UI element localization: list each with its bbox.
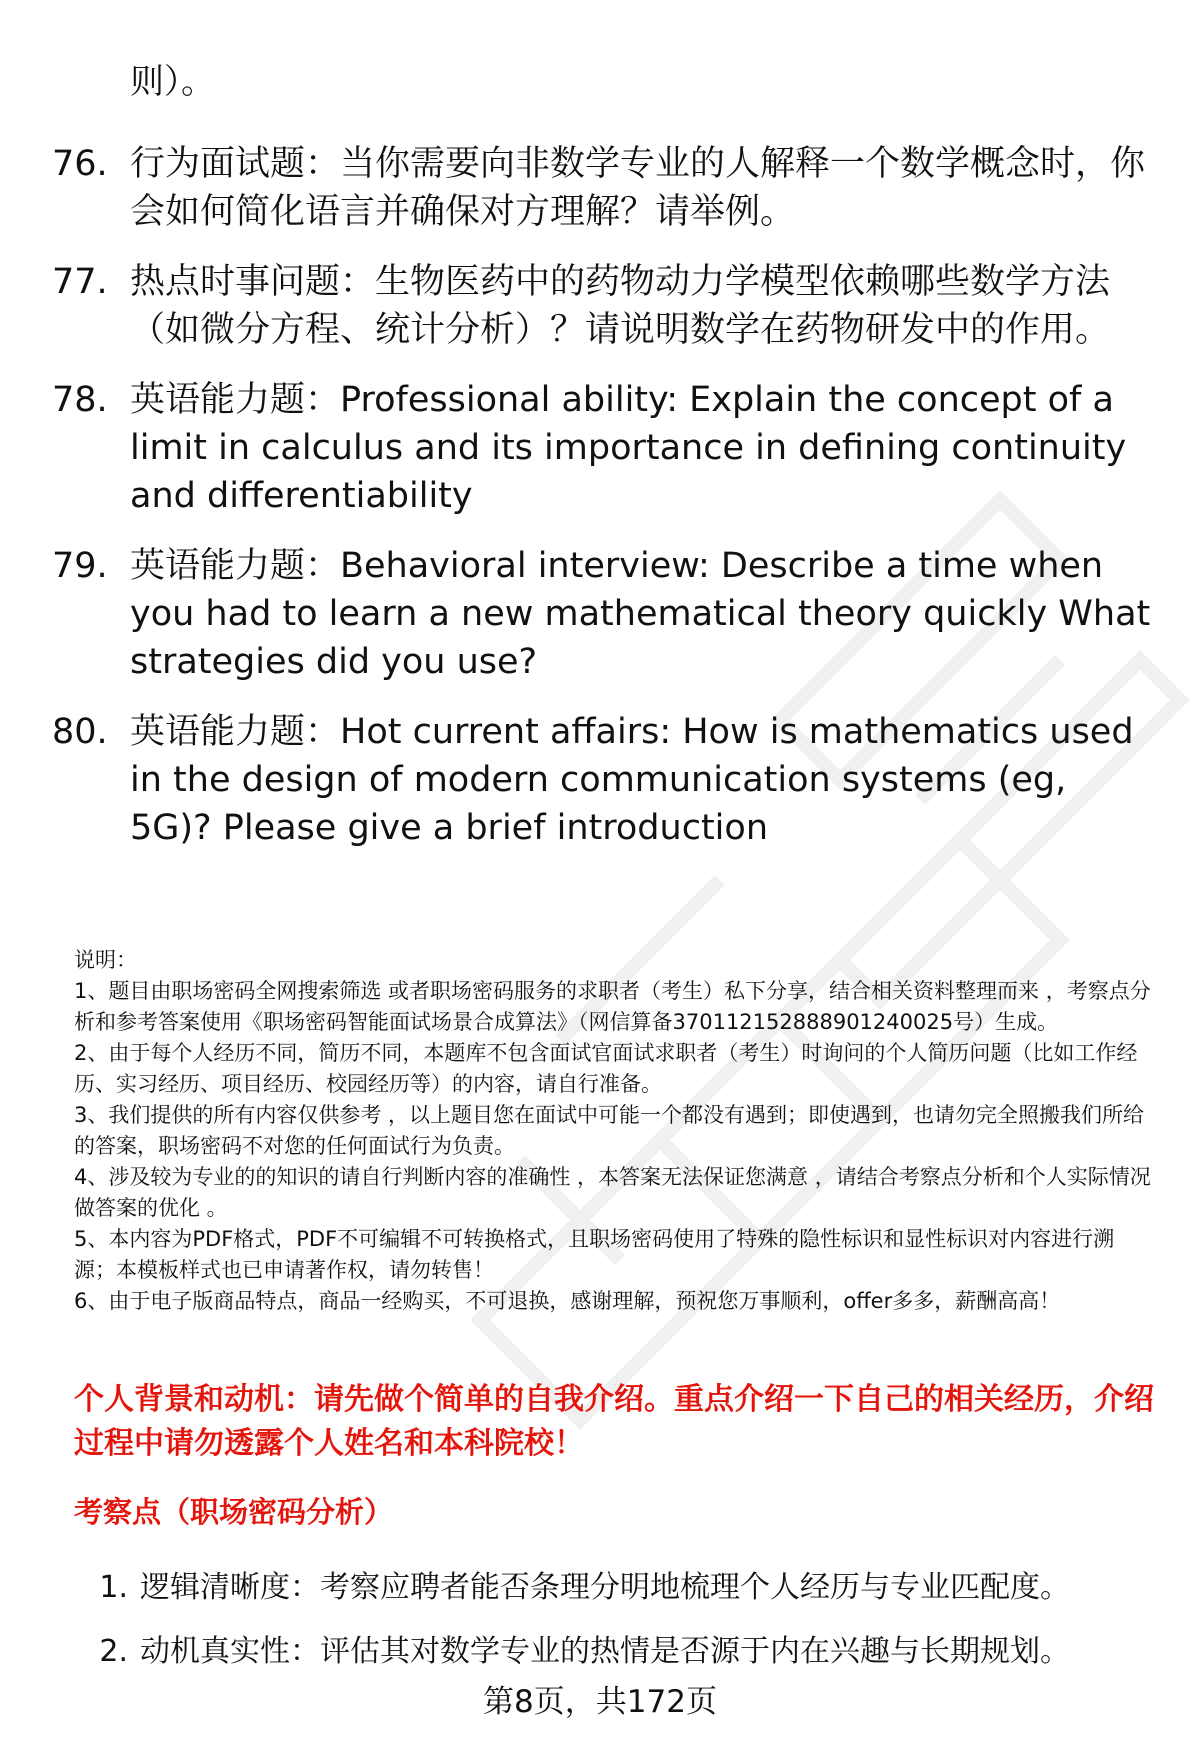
continued-text: 则）。 — [130, 62, 215, 102]
question-number: 80. — [52, 712, 108, 752]
question-text: 英语能力题：Hot current affairs: How is mathematics used in the design of modern communication systems (eg, 5G)? Please give a brief introduction — [130, 712, 1134, 848]
question-number: 77. — [52, 262, 108, 302]
notes-section — [74, 945, 1154, 1317]
question-item — [52, 708, 1152, 852]
note-item: 1、题目由职场密码全网搜索筛选 或者职场密码服务的求职者（考生）私下分享，结合相关资料整理而来 ，考察点分析和参考答案使用《职场密码智能面试场景合成算法》（网信算备370112152888901240025号）生成。 — [74, 979, 1151, 1034]
question-text: 行为面试题：当你需要向非数学专业的人解释一个数学概念时，你会如何简化语言并确保对方理解？请举例。 — [130, 144, 1146, 232]
highlighted-question: 个人背景和动机：请先做个简单的自我介绍。重点介绍一下自己的相关经历，介绍过程中请勿透露个人姓名和本科院校！ — [74, 1382, 1154, 1461]
question-number: 76. — [52, 144, 108, 184]
question-item — [52, 376, 1152, 520]
note-item: 2、由于每个人经历不同，简历不同，本题库不包含面试官面试求职者（考生）时询问的个人简历问题（比如工作经历、实习经历、项目经历、校园经历等）的内容，请自行准备。 — [74, 1041, 1138, 1096]
point-number: 1. — [99, 1570, 128, 1605]
question-text: 热点时事问题：生物医药中的药物动力学模型依赖哪些数学方法（如微分方程、统计分析）？请说明数学在药物研发中的作用。 — [130, 262, 1111, 350]
question-number: 79. — [52, 546, 108, 586]
analysis-point — [80, 1630, 1160, 1674]
question-text: 英语能力题：Professional ability: Explain the concept of a limit in calculus and its importance in defining continuity and differentiability — [130, 380, 1127, 516]
question-text: 英语能力题：Behavioral interview: Describe a time when you had to learn a new mathematical theory quickly What strategies did you use? — [130, 546, 1151, 682]
analysis-points — [80, 1566, 1160, 1694]
note-item: 3、我们提供的所有内容仅供参考 ，以上题目您在面试中可能一个都没有遇到；即使遇到，也请勿完全照搬我们所给的答案，职场密码不对您的任何面试行为负责。 — [74, 1103, 1145, 1158]
question-item — [52, 258, 1152, 354]
note-item: 5、本内容为PDF格式，PDF不可编辑不可转换格式，且职场密码使用了特殊的隐性标识和显性标识对内容进行溯源；本模板样式也已申请著作权，请勿转售！ — [74, 1227, 1115, 1282]
question-number: 78. — [52, 380, 108, 420]
point-number: 2. — [99, 1634, 128, 1669]
analysis-point — [80, 1566, 1160, 1610]
notes-title: 说明： — [74, 948, 137, 972]
note-item: 6、由于电子版商品特点，商品一经购买，不可退换，感谢理解，预祝您万事顺利，offer多多，薪酬高高！ — [74, 1289, 1061, 1313]
note-item: 4、涉及较为专业的的知识的请自行判断内容的准确性 ，本答案无法保证您满意 ，请结合考察点分析和个人实际情况做答案的优化 。 — [74, 1165, 1151, 1220]
question-item — [52, 542, 1152, 686]
question-list — [52, 140, 1152, 874]
point-text: 逻辑清晰度：考察应聘者能否条理分明地梳理个人经历与专业匹配度。 — [140, 1570, 1070, 1605]
section-heading: 考察点（职场密码分析） — [74, 1495, 394, 1529]
point-text: 动机真实性：评估其对数学专业的热情是否源于内在兴趣与长期规划。 — [140, 1634, 1070, 1669]
page-footer: 第8页，共172页 — [483, 1684, 717, 1720]
question-item — [52, 140, 1152, 236]
